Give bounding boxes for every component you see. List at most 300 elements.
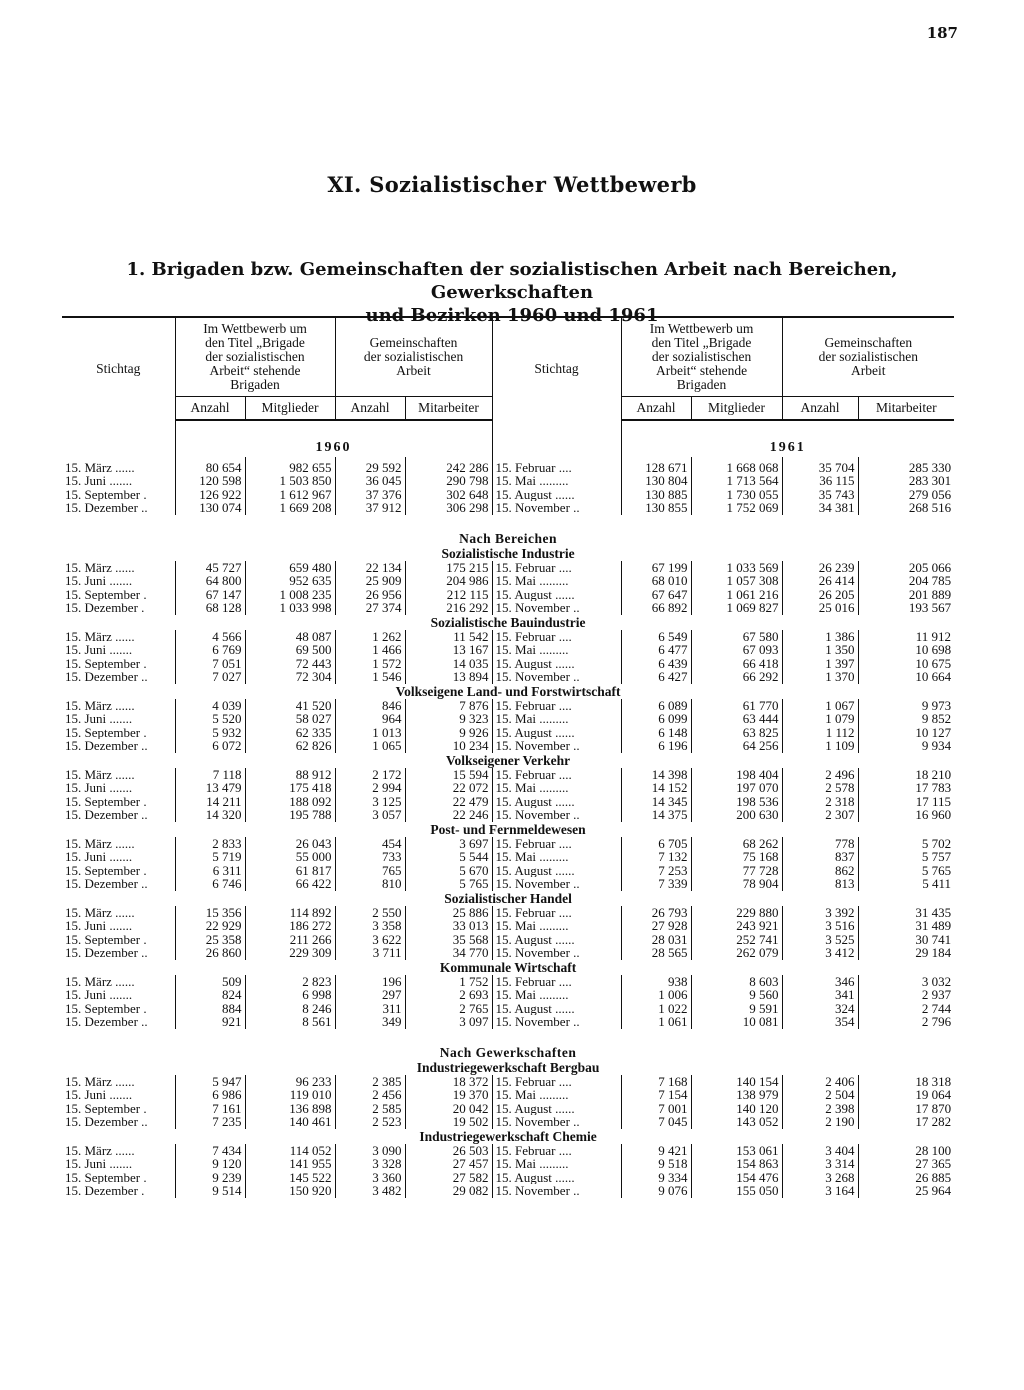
cell-stichtag-1961: 15. Mai ......... xyxy=(492,474,621,488)
cell-anzahl-brigaden-1960: 6 072 xyxy=(175,739,245,753)
cell-stichtag-1961: 15. November .. xyxy=(492,1115,621,1129)
cell-anzahl-brigaden-1961: 26 793 xyxy=(621,906,691,920)
table-row xyxy=(62,1015,954,1029)
cell-anzahl-gemein-1960: 2 550 xyxy=(335,906,405,920)
cell-anzahl-brigaden-1961: 6 099 xyxy=(621,712,691,726)
group-subheading: Volkseigene Land- und Forstwirtschaft xyxy=(395,683,621,699)
cell-anzahl-gemein-1961: 3 412 xyxy=(782,946,858,960)
cell-stichtag-1960: 15. September . xyxy=(65,656,147,670)
cell-stichtag-1960: 15. Dezember .. xyxy=(65,501,148,515)
cell-stichtag-1960: 15. März ...... xyxy=(65,767,135,781)
cell-mitarbeiter-1960: 18 372 xyxy=(405,1075,492,1089)
cell-anzahl-gemein-1961: 346 xyxy=(782,975,858,989)
cell-anzahl-brigaden-1960: 884 xyxy=(175,1002,245,1016)
cell-anzahl-gemein-1961: 1 109 xyxy=(782,739,858,753)
header-anzahl: Anzahl xyxy=(621,397,691,421)
cell-anzahl-gemein-1961: 324 xyxy=(782,1002,858,1016)
cell-mitarbeiter-1960: 7 876 xyxy=(405,699,492,713)
cell-anzahl-gemein-1961: 1 079 xyxy=(782,712,858,726)
cell-mitglieder-1961: 243 921 xyxy=(691,919,782,933)
cell-anzahl-brigaden-1961: 68 010 xyxy=(621,574,691,588)
cell-stichtag-1960: 15. Dezember . xyxy=(65,601,145,615)
group-heading: Nach Gewerkschaften xyxy=(439,1044,577,1060)
group-heading-row xyxy=(62,1029,954,1060)
cell-mitarbeiter-1961: 205 066 xyxy=(858,561,954,575)
cell-anzahl-brigaden-1961: 7 253 xyxy=(621,864,691,878)
cell-mitarbeiter-1961: 26 885 xyxy=(858,1171,954,1185)
cell-mitarbeiter-1960: 11 542 xyxy=(405,630,492,644)
cell-mitglieder-1960: 211 266 xyxy=(245,933,335,947)
table-row xyxy=(62,474,954,488)
header-anzahl: Anzahl xyxy=(782,397,858,421)
cell-mitarbeiter-1961: 17 870 xyxy=(858,1102,954,1116)
table-row xyxy=(62,574,954,588)
cell-stichtag-1960: 15. Dezember .. xyxy=(65,739,148,753)
header-mitarbeiter: Mitarbeiter xyxy=(858,397,954,421)
cell-anzahl-brigaden-1960: 13 479 xyxy=(175,781,245,795)
cell-stichtag-1960: 15. Dezember .. xyxy=(65,1015,148,1029)
section-title-line1: 1. Brigaden bzw. Gemeinschaften der sozialistischen Arbeit nach Bereichen, Gewerkschaften xyxy=(126,259,898,303)
table-row xyxy=(62,712,954,726)
cell-anzahl-gemein-1960: 3 622 xyxy=(335,933,405,947)
cell-mitglieder-1960: 2 823 xyxy=(245,975,335,989)
cell-stichtag-1961: 15. November .. xyxy=(492,1015,621,1029)
cell-stichtag-1961: 15. November .. xyxy=(492,601,621,615)
cell-stichtag-1960: 15. September . xyxy=(65,932,147,946)
cell-stichtag-1960: 15. Dezember .. xyxy=(65,808,148,822)
cell-anzahl-brigaden-1960: 6 746 xyxy=(175,877,245,891)
cell-anzahl-brigaden-1960: 80 654 xyxy=(175,457,245,475)
cell-anzahl-brigaden-1960: 9 120 xyxy=(175,1157,245,1171)
header-mitglieder: Mitglieder xyxy=(245,397,335,421)
cell-anzahl-gemein-1961: 2 307 xyxy=(782,808,858,822)
cell-mitglieder-1960: 72 443 xyxy=(245,657,335,671)
cell-mitarbeiter-1960: 34 770 xyxy=(405,946,492,960)
cell-stichtag-1960: 15. Juni ....... xyxy=(65,988,133,1002)
cell-anzahl-gemein-1960: 3 482 xyxy=(335,1184,405,1198)
cell-stichtag-1960: 15. Juni ....... xyxy=(65,574,133,588)
cell-stichtag-1961: 15. August ...... xyxy=(492,1002,621,1016)
table-row xyxy=(62,933,954,947)
cell-anzahl-brigaden-1961: 9 076 xyxy=(621,1184,691,1198)
cell-anzahl-brigaden-1961: 14 152 xyxy=(621,781,691,795)
cell-stichtag-1960: 15. März ...... xyxy=(65,629,135,643)
cell-mitglieder-1960: 62 335 xyxy=(245,726,335,740)
cell-stichtag-1961: 15. November .. xyxy=(492,808,621,822)
cell-mitglieder-1961: 198 404 xyxy=(691,768,782,782)
cell-anzahl-brigaden-1961: 14 398 xyxy=(621,768,691,782)
cell-anzahl-brigaden-1960: 22 929 xyxy=(175,919,245,933)
header-anzahl: Anzahl xyxy=(175,397,245,421)
cell-anzahl-brigaden-1960: 14 320 xyxy=(175,808,245,822)
cell-anzahl-gemein-1960: 964 xyxy=(335,712,405,726)
cell-anzahl-gemein-1961: 1 386 xyxy=(782,630,858,644)
cell-anzahl-brigaden-1960: 7 434 xyxy=(175,1144,245,1158)
cell-mitarbeiter-1961: 30 741 xyxy=(858,933,954,947)
cell-anzahl-brigaden-1960: 25 358 xyxy=(175,933,245,947)
cell-mitarbeiter-1960: 306 298 xyxy=(405,501,492,515)
cell-stichtag-1960: 15. Juni ....... xyxy=(65,919,133,933)
cell-stichtag-1961: 15. August ...... xyxy=(492,864,621,878)
cell-mitglieder-1961: 155 050 xyxy=(691,1184,782,1198)
cell-stichtag-1961: 15. Februar .... xyxy=(492,768,621,782)
cell-stichtag-1961: 15. Februar .... xyxy=(492,699,621,713)
cell-stichtag-1960: 15. Juni ....... xyxy=(65,712,133,726)
cell-mitarbeiter-1960: 9 323 xyxy=(405,712,492,726)
header-wettbewerb-left: Im Wettbewerb um den Titel „Brigade der sozialistischen Arbeit“ stehende Brigaden xyxy=(175,317,335,397)
cell-mitarbeiter-1961: 17 783 xyxy=(858,781,954,795)
cell-mitarbeiter-1960: 13 894 xyxy=(405,670,492,684)
cell-anzahl-brigaden-1961: 9 334 xyxy=(621,1171,691,1185)
cell-stichtag-1960: 15. Juni ....... xyxy=(65,850,133,864)
group-subheading: Sozialistische Bauindustrie xyxy=(430,614,586,630)
cell-anzahl-brigaden-1960: 5 520 xyxy=(175,712,245,726)
cell-anzahl-brigaden-1961: 9 421 xyxy=(621,1144,691,1158)
cell-anzahl-brigaden-1960: 7 161 xyxy=(175,1102,245,1116)
cell-mitarbeiter-1961: 19 064 xyxy=(858,1088,954,1102)
group-subheading: Volkseigener Verkehr xyxy=(445,752,571,768)
cell-mitglieder-1960: 96 233 xyxy=(245,1075,335,1089)
cell-mitglieder-1960: 195 788 xyxy=(245,808,335,822)
cell-stichtag-1961: 15. Februar .... xyxy=(492,837,621,851)
cell-anzahl-brigaden-1961: 67 647 xyxy=(621,588,691,602)
cell-stichtag-1960: 15. Dezember .. xyxy=(65,946,148,960)
cell-stichtag-1960: 15. September . xyxy=(65,1170,147,1184)
cell-anzahl-gemein-1961: 3 404 xyxy=(782,1144,858,1158)
table-row xyxy=(62,795,954,809)
cell-mitarbeiter-1961: 279 056 xyxy=(858,488,954,502)
cell-mitglieder-1960: 26 043 xyxy=(245,837,335,851)
cell-anzahl-gemein-1961: 341 xyxy=(782,988,858,1002)
cell-mitarbeiter-1960: 290 798 xyxy=(405,474,492,488)
cell-anzahl-brigaden-1960: 126 922 xyxy=(175,488,245,502)
cell-anzahl-brigaden-1961: 28 565 xyxy=(621,946,691,960)
table-row xyxy=(62,657,954,671)
cell-anzahl-brigaden-1961: 66 892 xyxy=(621,601,691,615)
cell-mitarbeiter-1960: 1 752 xyxy=(405,975,492,989)
cell-mitarbeiter-1960: 175 215 xyxy=(405,561,492,575)
cell-stichtag-1961: 15. November .. xyxy=(492,946,621,960)
cell-stichtag-1961: 15. Februar .... xyxy=(492,1075,621,1089)
cell-anzahl-gemein-1961: 1 067 xyxy=(782,699,858,713)
cell-mitarbeiter-1960: 10 234 xyxy=(405,739,492,753)
cell-stichtag-1961: 15. Mai ......... xyxy=(492,574,621,588)
cell-stichtag-1961: 15. August ...... xyxy=(492,1171,621,1185)
cell-mitarbeiter-1961: 9 934 xyxy=(858,739,954,753)
cell-anzahl-gemein-1960: 810 xyxy=(335,877,405,891)
cell-mitarbeiter-1960: 212 115 xyxy=(405,588,492,602)
cell-stichtag-1960: 15. September . xyxy=(65,587,147,601)
group-subheading-row xyxy=(62,822,954,837)
cell-anzahl-gemein-1960: 3 328 xyxy=(335,1157,405,1171)
group-subheading-row xyxy=(62,546,954,561)
cell-mitglieder-1960: 1 612 967 xyxy=(245,488,335,502)
table-row xyxy=(62,699,954,713)
cell-mitglieder-1961: 67 093 xyxy=(691,643,782,657)
cell-anzahl-brigaden-1960: 130 074 xyxy=(175,501,245,515)
cell-mitarbeiter-1961: 18 318 xyxy=(858,1075,954,1089)
group-subheading-row xyxy=(62,1060,954,1075)
cell-mitglieder-1960: 58 027 xyxy=(245,712,335,726)
cell-stichtag-1961: 15. August ...... xyxy=(492,588,621,602)
cell-mitarbeiter-1961: 5 757 xyxy=(858,850,954,864)
cell-anzahl-brigaden-1961: 6 089 xyxy=(621,699,691,713)
table-row xyxy=(62,726,954,740)
cell-anzahl-gemein-1961: 35 743 xyxy=(782,488,858,502)
cell-mitarbeiter-1960: 19 370 xyxy=(405,1088,492,1102)
cell-mitglieder-1960: 6 998 xyxy=(245,988,335,1002)
cell-anzahl-gemein-1961: 35 704 xyxy=(782,457,858,475)
cell-anzahl-brigaden-1961: 938 xyxy=(621,975,691,989)
cell-mitglieder-1960: 66 422 xyxy=(245,877,335,891)
cell-stichtag-1961: 15. Februar .... xyxy=(492,975,621,989)
cell-mitarbeiter-1960: 5 765 xyxy=(405,877,492,891)
cell-anzahl-gemein-1960: 37 376 xyxy=(335,488,405,502)
cell-mitglieder-1960: 1 008 235 xyxy=(245,588,335,602)
cell-anzahl-gemein-1961: 2 406 xyxy=(782,1075,858,1089)
cell-mitglieder-1961: 154 476 xyxy=(691,1171,782,1185)
cell-mitarbeiter-1961: 10 698 xyxy=(858,643,954,657)
cell-anzahl-gemein-1960: 1 262 xyxy=(335,630,405,644)
cell-anzahl-gemein-1960: 22 134 xyxy=(335,561,405,575)
cell-mitglieder-1961: 1 069 827 xyxy=(691,601,782,615)
cell-mitarbeiter-1960: 204 986 xyxy=(405,574,492,588)
cell-mitglieder-1960: 982 655 xyxy=(245,457,335,475)
cell-mitglieder-1960: 88 912 xyxy=(245,768,335,782)
cell-mitglieder-1961: 77 728 xyxy=(691,864,782,878)
cell-anzahl-brigaden-1960: 67 147 xyxy=(175,588,245,602)
cell-mitglieder-1960: 55 000 xyxy=(245,850,335,864)
table-row xyxy=(62,588,954,602)
cell-stichtag-1961: 15. August ...... xyxy=(492,795,621,809)
table-row xyxy=(62,1088,954,1102)
cell-stichtag-1960: 15. März ...... xyxy=(65,974,135,988)
group-subheading-row xyxy=(62,753,954,768)
cell-stichtag-1961: 15. Mai ......... xyxy=(492,919,621,933)
cell-mitarbeiter-1960: 2 693 xyxy=(405,988,492,1002)
cell-anzahl-brigaden-1960: 6 769 xyxy=(175,643,245,657)
cell-mitglieder-1960: 1 503 850 xyxy=(245,474,335,488)
cell-stichtag-1961: 15. Mai ......... xyxy=(492,643,621,657)
cell-mitglieder-1960: 114 892 xyxy=(245,906,335,920)
cell-anzahl-gemein-1961: 778 xyxy=(782,837,858,851)
cell-mitarbeiter-1960: 5 544 xyxy=(405,850,492,864)
cell-stichtag-1961: 15. Februar .... xyxy=(492,906,621,920)
cell-anzahl-brigaden-1960: 4 566 xyxy=(175,630,245,644)
cell-stichtag-1961: 15. Mai ......... xyxy=(492,850,621,864)
cell-stichtag-1961: 15. Februar .... xyxy=(492,457,621,475)
table-row xyxy=(62,1075,954,1089)
cell-anzahl-brigaden-1961: 7 168 xyxy=(621,1075,691,1089)
cell-anzahl-brigaden-1961: 28 031 xyxy=(621,933,691,947)
cell-anzahl-brigaden-1960: 45 727 xyxy=(175,561,245,575)
cell-anzahl-gemein-1960: 3 090 xyxy=(335,1144,405,1158)
cell-mitarbeiter-1960: 22 072 xyxy=(405,781,492,795)
cell-mitglieder-1961: 9 560 xyxy=(691,988,782,1002)
cell-stichtag-1961: 15. Februar .... xyxy=(492,1144,621,1158)
cell-stichtag-1960: 15. März ...... xyxy=(65,560,135,574)
cell-stichtag-1961: 15. Mai ......... xyxy=(492,1157,621,1171)
cell-anzahl-gemein-1961: 26 205 xyxy=(782,588,858,602)
statistics-table xyxy=(62,316,954,1198)
cell-mitglieder-1961: 229 880 xyxy=(691,906,782,920)
cell-anzahl-brigaden-1960: 14 211 xyxy=(175,795,245,809)
cell-mitarbeiter-1960: 15 594 xyxy=(405,768,492,782)
cell-anzahl-brigaden-1961: 1 061 xyxy=(621,1015,691,1029)
cell-anzahl-brigaden-1961: 7 132 xyxy=(621,850,691,864)
statistics-table-container xyxy=(62,316,954,1198)
year-label-left: 1960 xyxy=(315,440,352,455)
cell-mitglieder-1960: 136 898 xyxy=(245,1102,335,1116)
table-row xyxy=(62,643,954,657)
cell-anzahl-gemein-1961: 2 504 xyxy=(782,1088,858,1102)
cell-stichtag-1960: 15. Dezember .. xyxy=(65,877,148,891)
header-stichtag-left: Stichtag xyxy=(62,317,175,420)
cell-mitglieder-1960: 72 304 xyxy=(245,670,335,684)
cell-anzahl-brigaden-1960: 7 235 xyxy=(175,1115,245,1129)
cell-anzahl-brigaden-1960: 68 128 xyxy=(175,601,245,615)
cell-anzahl-gemein-1961: 2 318 xyxy=(782,795,858,809)
cell-stichtag-1960: 15. Juni ....... xyxy=(65,781,133,795)
cell-anzahl-gemein-1960: 26 956 xyxy=(335,588,405,602)
cell-mitarbeiter-1960: 302 648 xyxy=(405,488,492,502)
cell-anzahl-gemein-1960: 733 xyxy=(335,850,405,864)
cell-anzahl-gemein-1960: 2 523 xyxy=(335,1115,405,1129)
cell-anzahl-gemein-1960: 3 125 xyxy=(335,795,405,809)
cell-mitarbeiter-1961: 2 744 xyxy=(858,1002,954,1016)
cell-mitarbeiter-1961: 5 702 xyxy=(858,837,954,851)
cell-mitarbeiter-1961: 10 664 xyxy=(858,670,954,684)
cell-mitglieder-1960: 659 480 xyxy=(245,561,335,575)
cell-anzahl-brigaden-1961: 9 518 xyxy=(621,1157,691,1171)
cell-anzahl-brigaden-1960: 4 039 xyxy=(175,699,245,713)
cell-mitglieder-1961: 67 580 xyxy=(691,630,782,644)
cell-anzahl-brigaden-1960: 509 xyxy=(175,975,245,989)
cell-anzahl-gemein-1960: 2 994 xyxy=(335,781,405,795)
cell-stichtag-1961: 15. August ...... xyxy=(492,488,621,502)
cell-mitarbeiter-1960: 25 886 xyxy=(405,906,492,920)
cell-stichtag-1960: 15. Dezember . xyxy=(65,1184,145,1198)
cell-mitglieder-1961: 252 741 xyxy=(691,933,782,947)
group-subheading: Industriegewerkschaft Chemie xyxy=(419,1128,597,1144)
cell-mitglieder-1961: 198 536 xyxy=(691,795,782,809)
cell-anzahl-gemein-1961: 1 350 xyxy=(782,643,858,657)
cell-anzahl-gemein-1961: 26 239 xyxy=(782,561,858,575)
cell-mitglieder-1960: 952 635 xyxy=(245,574,335,588)
cell-anzahl-brigaden-1961: 128 671 xyxy=(621,457,691,475)
cell-mitarbeiter-1961: 28 100 xyxy=(858,1144,954,1158)
cell-anzahl-gemein-1960: 454 xyxy=(335,837,405,851)
cell-mitarbeiter-1960: 22 246 xyxy=(405,808,492,822)
cell-anzahl-brigaden-1960: 921 xyxy=(175,1015,245,1029)
cell-stichtag-1960: 15. September . xyxy=(65,725,147,739)
table-row xyxy=(62,488,954,502)
cell-anzahl-gemein-1961: 2 496 xyxy=(782,768,858,782)
cell-stichtag-1960: 15. Juni ....... xyxy=(65,1088,133,1102)
cell-mitarbeiter-1960: 3 697 xyxy=(405,837,492,851)
cell-anzahl-gemein-1961: 26 414 xyxy=(782,574,858,588)
cell-mitglieder-1961: 10 081 xyxy=(691,1015,782,1029)
group-subheading: Post- und Fernmeldewesen xyxy=(430,821,586,837)
cell-mitglieder-1960: 175 418 xyxy=(245,781,335,795)
cell-mitarbeiter-1960: 242 286 xyxy=(405,457,492,475)
cell-anzahl-gemein-1961: 2 578 xyxy=(782,781,858,795)
cell-mitglieder-1961: 75 168 xyxy=(691,850,782,864)
group-subheading: Industriegewerkschaft Bergbau xyxy=(416,1059,600,1075)
cell-mitarbeiter-1961: 201 889 xyxy=(858,588,954,602)
group-heading: Nach Bereichen xyxy=(459,530,557,546)
cell-mitglieder-1961: 1 033 569 xyxy=(691,561,782,575)
cell-mitglieder-1960: 140 461 xyxy=(245,1115,335,1129)
cell-stichtag-1961: 15. Februar .... xyxy=(492,630,621,644)
cell-mitglieder-1960: 114 052 xyxy=(245,1144,335,1158)
cell-anzahl-gemein-1960: 846 xyxy=(335,699,405,713)
cell-mitglieder-1960: 69 500 xyxy=(245,643,335,657)
cell-anzahl-gemein-1960: 3 057 xyxy=(335,808,405,822)
cell-anzahl-brigaden-1961: 6 477 xyxy=(621,643,691,657)
table-row xyxy=(62,1144,954,1158)
cell-mitarbeiter-1961: 2 937 xyxy=(858,988,954,1002)
cell-anzahl-gemein-1961: 34 381 xyxy=(782,501,858,515)
cell-anzahl-brigaden-1961: 14 345 xyxy=(621,795,691,809)
cell-anzahl-gemein-1961: 3 525 xyxy=(782,933,858,947)
header-anzahl: Anzahl xyxy=(335,397,405,421)
cell-anzahl-brigaden-1960: 120 598 xyxy=(175,474,245,488)
cell-anzahl-brigaden-1961: 6 705 xyxy=(621,837,691,851)
cell-mitarbeiter-1961: 283 301 xyxy=(858,474,954,488)
cell-mitglieder-1961: 63 825 xyxy=(691,726,782,740)
cell-mitarbeiter-1960: 29 082 xyxy=(405,1184,492,1198)
cell-mitarbeiter-1960: 216 292 xyxy=(405,601,492,615)
cell-stichtag-1961: 15. Februar .... xyxy=(492,561,621,575)
group-subheading-row xyxy=(62,1129,954,1144)
cell-anzahl-gemein-1961: 3 314 xyxy=(782,1157,858,1171)
cell-anzahl-gemein-1960: 349 xyxy=(335,1015,405,1029)
cell-mitglieder-1961: 143 052 xyxy=(691,1115,782,1129)
header-mitarbeiter: Mitarbeiter xyxy=(405,397,492,421)
cell-stichtag-1960: 15. September . xyxy=(65,863,147,877)
table-row xyxy=(62,501,954,515)
cell-stichtag-1960: 15. März ...... xyxy=(65,1074,135,1088)
cell-anzahl-gemein-1960: 1 013 xyxy=(335,726,405,740)
cell-mitglieder-1961: 154 863 xyxy=(691,1157,782,1171)
cell-anzahl-brigaden-1961: 130 855 xyxy=(621,501,691,515)
cell-anzahl-brigaden-1960: 9 239 xyxy=(175,1171,245,1185)
cell-mitarbeiter-1961: 31 489 xyxy=(858,919,954,933)
cell-stichtag-1961: 15. August ...... xyxy=(492,1102,621,1116)
table-row xyxy=(62,1002,954,1016)
cell-stichtag-1960: 15. September . xyxy=(65,1101,147,1115)
cell-mitglieder-1960: 150 920 xyxy=(245,1184,335,1198)
header-gemeinschaften-right: Gemeinschaften der sozialistischen Arbeit xyxy=(782,317,954,397)
cell-mitglieder-1961: 66 292 xyxy=(691,670,782,684)
group-subheading: Sozialistischer Handel xyxy=(444,890,572,906)
cell-mitarbeiter-1961: 3 032 xyxy=(858,975,954,989)
cell-stichtag-1960: 15. März ...... xyxy=(65,1143,135,1157)
table-row xyxy=(62,850,954,864)
cell-stichtag-1961: 15. November .. xyxy=(492,670,621,684)
cell-mitglieder-1961: 1 057 308 xyxy=(691,574,782,588)
cell-anzahl-gemein-1960: 2 172 xyxy=(335,768,405,782)
cell-anzahl-brigaden-1961: 7 154 xyxy=(621,1088,691,1102)
cell-mitarbeiter-1961: 9 973 xyxy=(858,699,954,713)
cell-mitarbeiter-1961: 31 435 xyxy=(858,906,954,920)
cell-mitarbeiter-1960: 27 582 xyxy=(405,1171,492,1185)
cell-stichtag-1960: 15. Dezember .. xyxy=(65,670,148,684)
cell-mitarbeiter-1960: 33 013 xyxy=(405,919,492,933)
cell-anzahl-gemein-1960: 196 xyxy=(335,975,405,989)
cell-anzahl-brigaden-1961: 130 885 xyxy=(621,488,691,502)
